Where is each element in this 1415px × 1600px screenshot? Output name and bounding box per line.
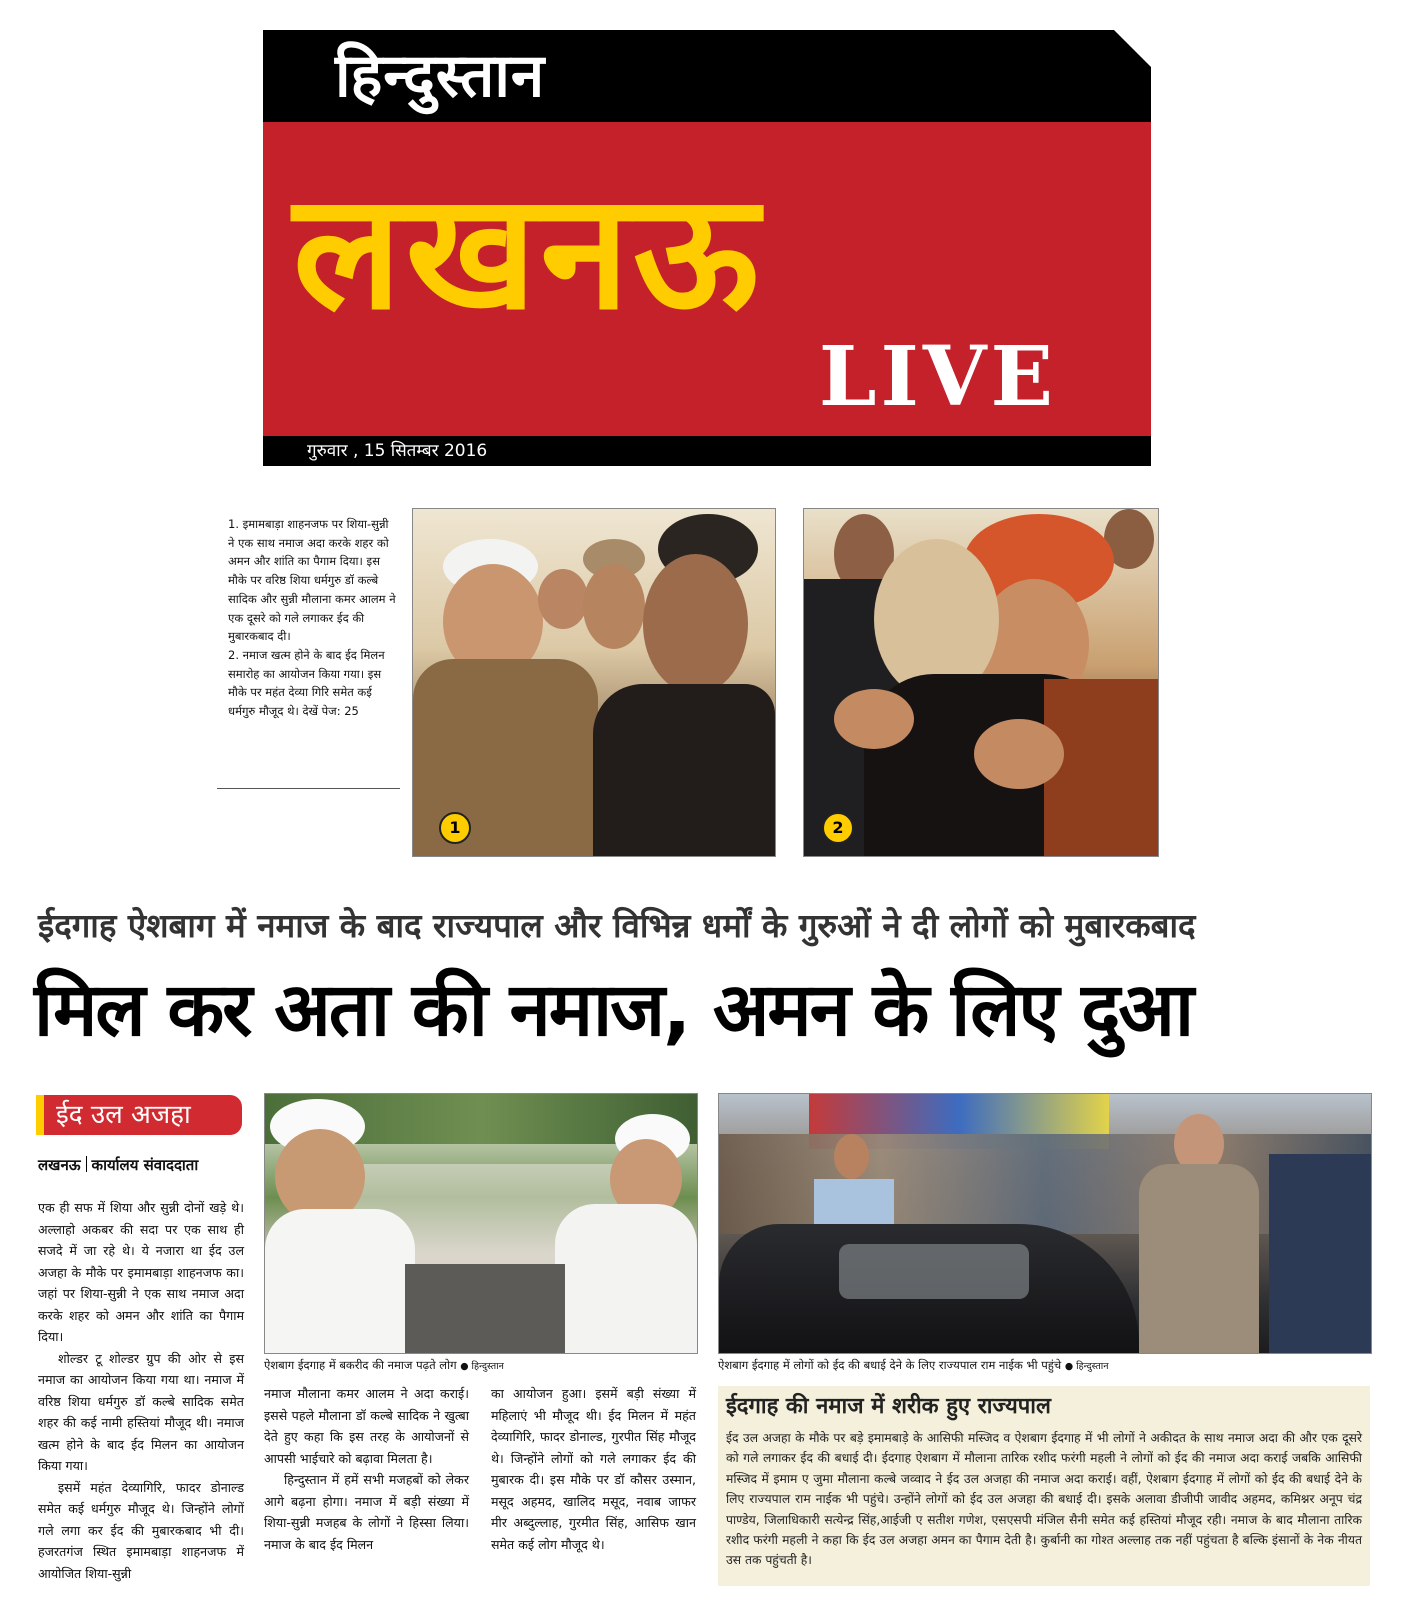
- section-tag-label: ईद उल अजहा: [56, 1100, 191, 1130]
- black-kurta-shape: [593, 684, 775, 856]
- photo-caption-1: 1. इमामबाड़ा शाहनजफ पर शिया-सुन्नी ने एक साथ नमाज अदा करके शहर को अमन और शांति का पैगाम दिया। इस मौके पर वरिष्ठ शिया धर्मगुरु डॉ कल्बे सादिक और सुन्नी मौलाना कमर आलम ने एक दूसरे को गले लगाकर ईद की मुबारकबाद दी।: [228, 517, 396, 644]
- wall-shape: [405, 1264, 565, 1353]
- edition-city: लखनऊ: [293, 158, 763, 345]
- date-bar: [263, 436, 1151, 466]
- byline-reporter: कार्यालय संवाददाता: [91, 1156, 199, 1174]
- masthead-black-band: [263, 30, 1151, 122]
- issue-date: गुरुवार , 15 सितम्बर 2016: [307, 441, 488, 461]
- photo-credit: ● हिन्दुस्तान: [1064, 1361, 1109, 1372]
- masthead-corner-fold: [1114, 30, 1152, 68]
- bearded-man-face-shape: [643, 554, 748, 694]
- smiling-man-face-shape: [583, 564, 645, 649]
- byline: [38, 1155, 198, 1175]
- hand-shape-left: [834, 689, 914, 749]
- story-paragraph: शोल्डर टू शोल्डर ग्रुप की ओर से इस नमाज का आयोजन किया गया था। नमाज में वरिष्ठ शिया धर्मगुरु डॉ कल्बे सादिक समेत शहर की कई नामी हस्तियां मौजूद थी। नमाज खत्म होने के बाद ईद मिलन का आयोजन किया गया।: [38, 1350, 244, 1473]
- masthead-red-band: [263, 122, 1151, 466]
- photo-embrace-clerics: [412, 508, 776, 857]
- photo-number-badge-1: 1: [439, 812, 471, 844]
- story-paragraph: का आयोजन हुआ। इसमें बड़ी संख्या में महिलाएं भी मौजूद थी। ईद मिलन में महंत देव्यागिरि, फादर डोनाल्ड, गुरपीत सिंह मौजूद थे। जिन्होंने लोगों को गले लगाकर ईद की मुबारक दी। इस मौके पर डॉ कौसर उस्मान, मसूद अहमद, खालिद मसूद, नवाब जाफर मीर अब्दुल्लाह, गुरमीत सिंह, आसिफ खान समेत कई लोग मौजूद थे।: [491, 1386, 696, 1552]
- story-column-1: [38, 1197, 244, 1584]
- photo-caption-eidgah: [264, 1356, 504, 1376]
- photo-number-badge-2: 2: [822, 812, 854, 844]
- hand-shape-right: [974, 719, 1064, 789]
- officer-face-shape: [834, 1134, 869, 1179]
- rust-garment-shape: [1044, 679, 1158, 856]
- officer-uniform-shape: [814, 1179, 894, 1229]
- main-headline: मिल कर अता की नमाज, अमन के लिए दुआ: [34, 967, 1193, 1053]
- edition-live-label: LIVE: [818, 329, 1057, 425]
- story-paragraph: नमाज मौलाना कमर आलम ने अदा कराई। इससे पहले मौलाना डॉ कल्बे सादिक ने खुत्बा देते हुए कहा कि इस तरह के आयोजनों से आपसी भाईचारे को बढ़ावा मिलता है।: [264, 1386, 469, 1466]
- photo-credit: ● हिन्दुस्तान: [460, 1361, 504, 1372]
- story-paragraph: एक ही सफ में शिया और सुन्नी दोनों खड़े थे। अल्लाहो अकबर की सदा पर एक साथ ही सजदे में जा रहे थे। ये नजारा था ईद उल अजहा के मौके पर इमामबाड़ा शाहनजफ का। जहां पर शिया-सुन्नी ने एक साथ नमाज अदा करके शहर को अमन और शांति का पैगाम दिया।: [38, 1200, 244, 1344]
- byline-separator: [86, 1156, 87, 1172]
- masthead: [263, 30, 1151, 466]
- photo-governor-arrival: [718, 1093, 1372, 1354]
- box-story-paragraph: ईद उल अजहा के मौके पर बड़े इमामबाड़े के आसिफी मस्जिद व ऐशबाग ईदगाह में भी लोगों ने अकीदत के साथ नमाज अदा की और एक दूसरे को गले लगाकर ईद की बधाई दी। ईदगाह ऐशबाग में मौलाना तारिक रशीद फरंगी महली ने लोगों को ईद की नमाज अदा कराई जबकि आसिफी मस्जिद में इमाम ए जुमा मौलाना कल्बे जव्वाद ने ईद उल अजहा की नमाज अदा कराई। वहीं, ऐशबाग ईदगाह में लोगों को ईद की बधाई देने के लिए राज्यपाल राम नाईक भी पहुंचे। उन्होंने लोगों को ईद उल अजहा की बधाई दी। इसके अलावा डीजीपी जावीद अहमद, कमिश्नर अनूप चंद्र पाण्डेय, जिलाधिकारी सत्येन्द्र सिंह,आईजी ए सतीश गणेश, एसएसपी मंजिल सैनी समेत कई हस्तियां मौजूद रही। नमाज के बाद मौलाना तारिक रशीद फरंगी महली ने कहा कि ईद उल अजहा अमन का पैगाम देती है। कुर्बानी का गोश्त अल्लाह तक नहीं पहुंचता है बल्कि इंसानों के नेक नीयत उस तक पहुंचती है।: [726, 1431, 1362, 1568]
- photo-women-hug: [803, 508, 1159, 857]
- guard-uniform-shape: [1269, 1154, 1371, 1353]
- byline-place: लखनऊ: [38, 1156, 81, 1174]
- caption-divider: [217, 788, 400, 789]
- boy-robe-right-shape: [555, 1204, 697, 1353]
- man-face-shape: [538, 569, 588, 629]
- photo-caption-2: 2. नमाज खत्म होने के बाद ईद मिलन समारोह का आयोजन किया गया। इस मौके पर महंत देव्या गिरि समेत कई धर्मगुरु मौजूद थे। देखें पेज: 25: [228, 647, 385, 719]
- governor-shawl-shape: [1139, 1164, 1259, 1353]
- photo-caption-eidgah-text: ऐशबाग ईदगाह में बकरीद की नमाज पढ़ते लोग: [264, 1358, 457, 1372]
- story-column-3: [491, 1383, 696, 1555]
- story-paragraph: इसमें महंत देव्यागिरि, फादर डोनाल्ड समेत कई धर्मगुरु मौजूद थे। जिन्होंने लोगों गले लगा कर ईद की मुबारकबाद भी दी। हजरतगंज स्थित इमामबाड़ा शाहनजफ में आयोजित शिया-सुन्नी: [38, 1479, 244, 1581]
- boy-robe-left-shape: [265, 1209, 415, 1353]
- photo-caption-governor-text: ऐशबाग ईदगाह में लोगों को ईद की बधाई देने के लिए राज्यपाल राम नाईक भी पहुंचे: [718, 1358, 1062, 1372]
- section-tag: [36, 1095, 242, 1135]
- photo-caption-block: [228, 515, 398, 721]
- photo-boys-praying: [264, 1093, 698, 1354]
- box-story-body: [726, 1428, 1362, 1571]
- story-column-2: [264, 1383, 469, 1555]
- newspaper-name: हिन्दुस्तान: [335, 41, 546, 111]
- box-story-title: ईदगाह की नमाज में शरीक हुए राज्यपाल: [726, 1394, 1051, 1419]
- car-window-shape: [839, 1244, 1029, 1299]
- box-story: [718, 1386, 1370, 1586]
- story-paragraph: हिन्दुस्तान में हमें सभी मजहबों को लेकर आगे बढ़ना होगा। नमाज में बड़ी संख्या में शिया-सुन्नी मजहब के लोगों ने हिस्सा लिया। नमाज के बाद ईद मिलन: [264, 1472, 469, 1552]
- kicker-headline: ईदगाह ऐशबाग में नमाज के बाद राज्यपाल और विभिन्न धर्मों के गुरुओं ने दी लोगों को मुबारकबाद: [38, 906, 1196, 945]
- section-tag-accent: [36, 1095, 44, 1135]
- photo-caption-governor: [718, 1356, 1108, 1376]
